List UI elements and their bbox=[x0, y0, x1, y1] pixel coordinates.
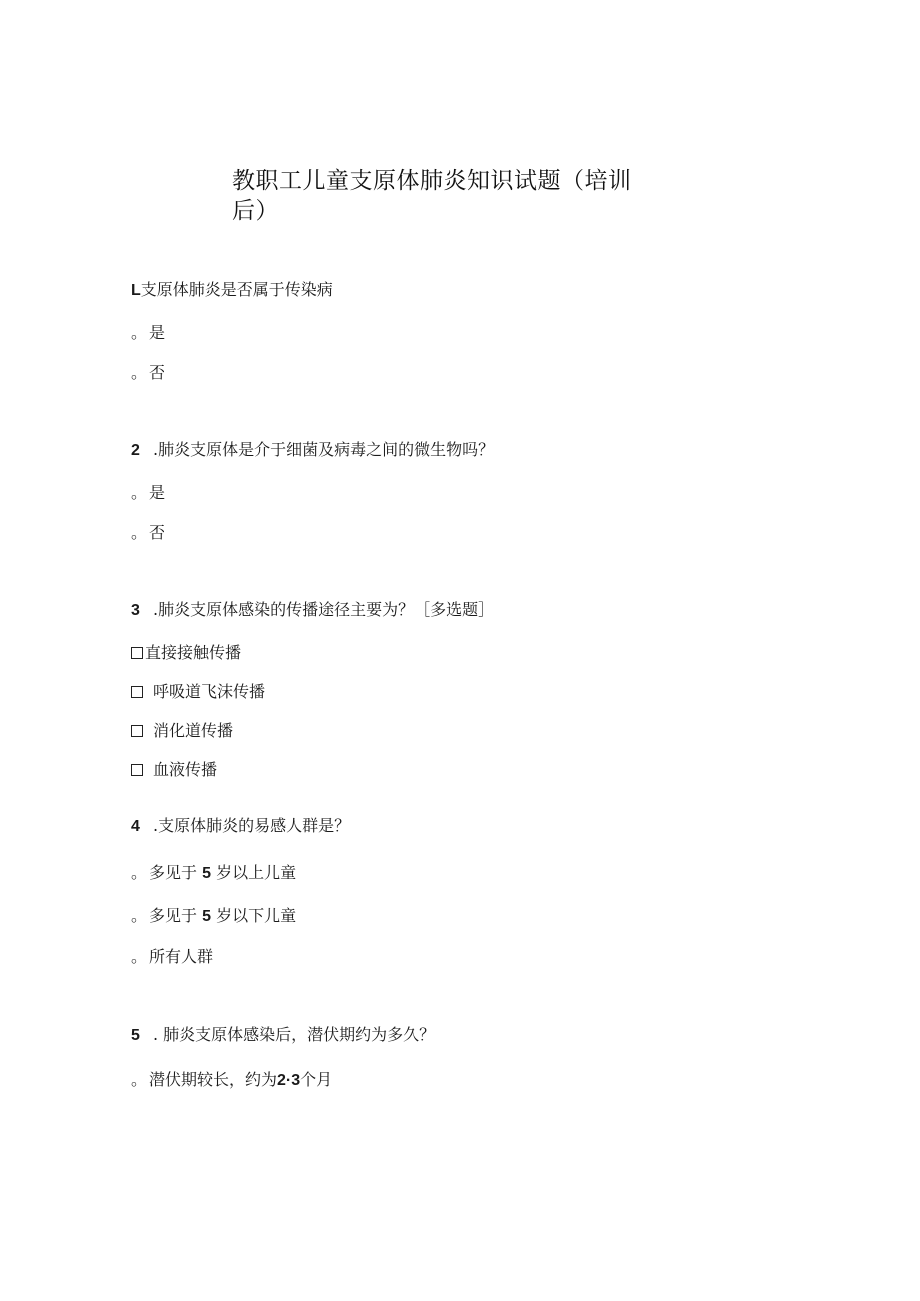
checkbox-icon bbox=[131, 764, 143, 776]
question-1 bbox=[131, 280, 333, 301]
option-label-pre: 潜伏期较长，约为 bbox=[149, 1070, 278, 1089]
radio-marker: 。 bbox=[131, 523, 148, 542]
q3-option-3[interactable] bbox=[131, 721, 233, 741]
question-text: .肺炎支原体感染的传播途径主要为？［多选题］ bbox=[153, 600, 495, 619]
document-title: 教职工儿童支原体肺炎知识试题（培训后） bbox=[232, 168, 632, 224]
question-number: 4 bbox=[131, 818, 140, 835]
radio-marker: 。 bbox=[131, 906, 148, 925]
q3-option-1[interactable] bbox=[131, 643, 241, 663]
question-5 bbox=[131, 1025, 435, 1046]
option-label-post: 个月 bbox=[300, 1070, 333, 1089]
option-label: 血液传播 bbox=[153, 760, 218, 779]
checkbox-icon bbox=[131, 647, 143, 659]
option-label: 是 bbox=[149, 323, 166, 342]
question-number: 5 bbox=[131, 1027, 140, 1044]
option-label-post: 岁以上儿童 bbox=[216, 863, 297, 882]
q2-option-1[interactable] bbox=[131, 483, 165, 503]
question-3 bbox=[131, 600, 494, 621]
q1-option-2[interactable] bbox=[131, 363, 165, 383]
q1-option-1[interactable] bbox=[131, 323, 165, 343]
option-label: 呼吸道飞沫传播 bbox=[153, 682, 266, 701]
radio-marker: 。 bbox=[131, 323, 148, 342]
option-label: 所有人群 bbox=[149, 947, 214, 966]
question-number: L bbox=[131, 282, 141, 299]
option-label-pre: 多见于 bbox=[149, 863, 198, 882]
question-text: 支原体肺炎是否属于传染病 bbox=[140, 280, 333, 299]
radio-marker: 。 bbox=[131, 947, 148, 966]
question-number: 3 bbox=[131, 602, 140, 619]
option-label: 直接接触传播 bbox=[145, 643, 242, 662]
option-label: 否 bbox=[149, 523, 166, 542]
question-4 bbox=[131, 816, 350, 837]
q3-option-4[interactable] bbox=[131, 760, 217, 780]
option-number: 2·3 bbox=[277, 1072, 301, 1089]
question-2 bbox=[131, 440, 494, 461]
q4-option-2[interactable] bbox=[131, 906, 296, 927]
q4-option-3[interactable] bbox=[131, 947, 213, 967]
q5-option-1[interactable] bbox=[131, 1070, 332, 1091]
option-label: 是 bbox=[149, 483, 166, 502]
checkbox-icon bbox=[131, 686, 143, 698]
question-text: .肺炎支原体是介于细菌及病毒之间的微生物吗？ bbox=[153, 440, 495, 459]
option-label-pre: 多见于 bbox=[149, 906, 198, 925]
q3-option-2[interactable] bbox=[131, 682, 265, 702]
q4-option-1[interactable] bbox=[131, 863, 296, 884]
q2-option-2[interactable] bbox=[131, 523, 165, 543]
question-number: 2 bbox=[131, 442, 140, 459]
radio-marker: 。 bbox=[131, 363, 148, 382]
option-label: 否 bbox=[149, 363, 166, 382]
question-text: . 肺炎支原体感染后，潜伏期约为多久？ bbox=[153, 1025, 436, 1044]
radio-marker: 。 bbox=[131, 483, 148, 502]
radio-marker: 。 bbox=[131, 863, 148, 882]
checkbox-icon bbox=[131, 725, 143, 737]
option-number: 5 bbox=[202, 865, 212, 882]
option-number: 5 bbox=[202, 908, 212, 925]
option-label: 消化道传播 bbox=[153, 721, 234, 740]
option-label-post: 岁以下儿童 bbox=[216, 906, 297, 925]
question-text: .支原体肺炎的易感人群是？ bbox=[153, 816, 351, 835]
radio-marker: 。 bbox=[131, 1070, 148, 1089]
